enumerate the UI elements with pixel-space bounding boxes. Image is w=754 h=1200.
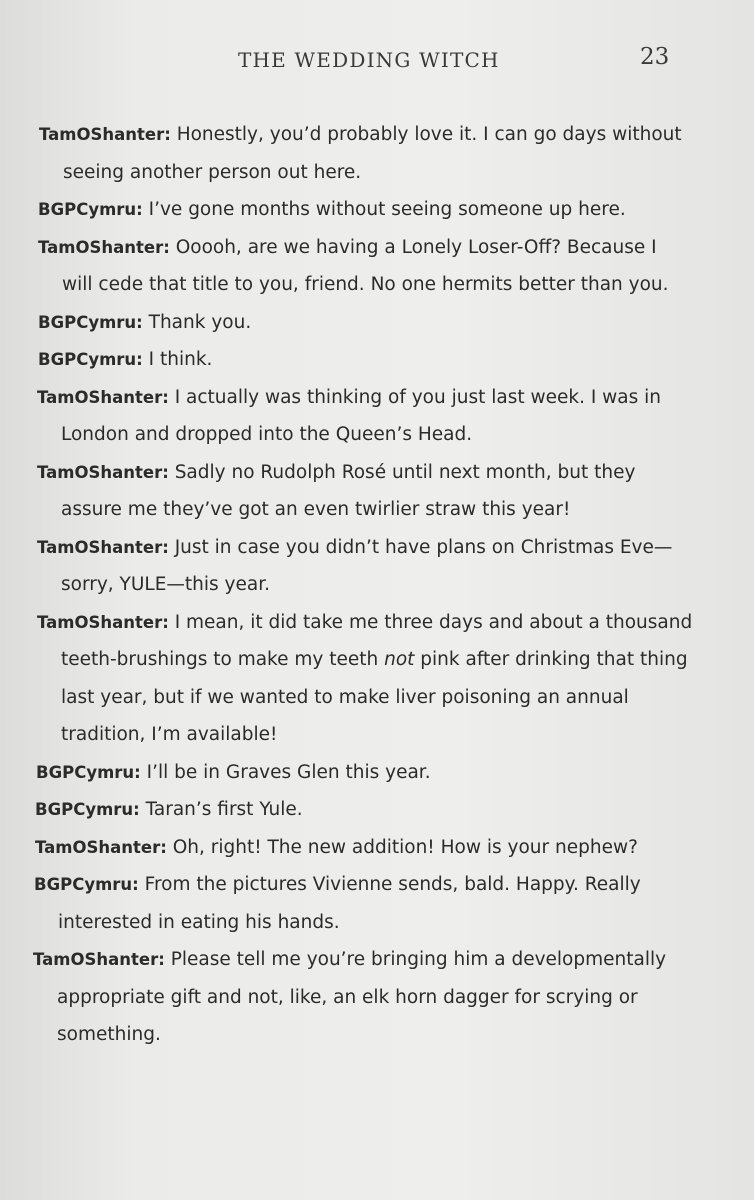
chat-message — [0, 529, 700, 604]
chat-message — [0, 829, 655, 867]
chat-username: BGPCymru: — [35, 800, 140, 819]
chat-message — [0, 941, 700, 1054]
page-number: 23 — [640, 44, 670, 70]
chat-text: I actually was thinking of you just last week. I was in London and dropped into the Queen’s Head. — [61, 386, 662, 445]
chat-username: TamOShanter: — [39, 125, 171, 144]
chat-username: BGPCymru: — [34, 875, 139, 894]
chat-username: TamOShanter: — [37, 387, 169, 407]
chat-text: From the pictures Vivienne sends, bald. Happy. Really interested in eating his hands. — [58, 874, 641, 933]
running-title: THE WEDDING WITCH — [238, 48, 500, 72]
chat-text: Sadly no Rudolph Rosé until next month, but they assure me they’ve got an even twirlier straw this year! — [61, 461, 636, 520]
chat-username: BGPCymru: — [38, 200, 143, 219]
chat-text: I think. — [142, 349, 213, 370]
chat-text: I’ll be in Graves Glen this year. — [140, 761, 431, 783]
chat-text: Honestly, you’d probably love it. I can go days without seeing another person out here. — [63, 124, 682, 183]
chat-message — [0, 304, 700, 342]
chat-message — [0, 341, 700, 379]
chat-message — [0, 379, 700, 454]
chat-username: TamOShanter: — [33, 950, 165, 969]
chat-text: Thank you. — [142, 311, 252, 333]
chat-message — [0, 116, 700, 191]
chat-text-emphasis: not — [384, 649, 415, 670]
chat-username: TamOShanter: — [37, 537, 169, 557]
chat-text: pink after drinking that thing last year, but if we wanted to make liver poisoning an annual tradition, I’m available! — [61, 649, 688, 745]
chat-username: TamOShanter: — [38, 237, 170, 257]
chat-message — [0, 229, 684, 304]
chat-username: BGPCymru: — [36, 762, 141, 782]
chat-text: Please tell me you’re bringing him a developmentally appropriate gift and not, like, an elk horn dagger for scrying or something. — [57, 949, 667, 1045]
page-header — [0, 44, 754, 78]
chat-message — [0, 791, 700, 829]
chat-username: TamOShanter: — [37, 612, 169, 632]
chat-username: TamOShanter: — [35, 837, 167, 857]
chat-message — [0, 191, 700, 229]
chat-text: I mean, it did take me three days and about a thousand teeth-brushings to make my teeth — [61, 611, 693, 670]
chat-username: BGPCymru: — [38, 312, 143, 332]
chat-text: Taran’s first Yule. — [139, 799, 303, 820]
chat-text: Ooooh, are we having a Lonely Loser-Off? Because I will cede that title to you, friend. No one hermits better than you. — [62, 236, 669, 295]
chat-username: BGPCymru: — [38, 350, 143, 369]
chat-transcript — [0, 116, 754, 1054]
chat-text: I’ve gone months without seeing someone up here. — [142, 199, 626, 220]
chat-message — [0, 454, 700, 529]
chat-message — [0, 754, 700, 792]
chat-message — [0, 866, 700, 941]
chat-text: Oh, right! The new addition! How is your nephew? — [166, 836, 638, 858]
chat-message — [0, 604, 700, 754]
chat-text: Just in case you didn’t have plans on Christmas Eve—sorry, YULE—this year. — [61, 536, 673, 595]
chat-username: TamOShanter: — [37, 462, 169, 482]
